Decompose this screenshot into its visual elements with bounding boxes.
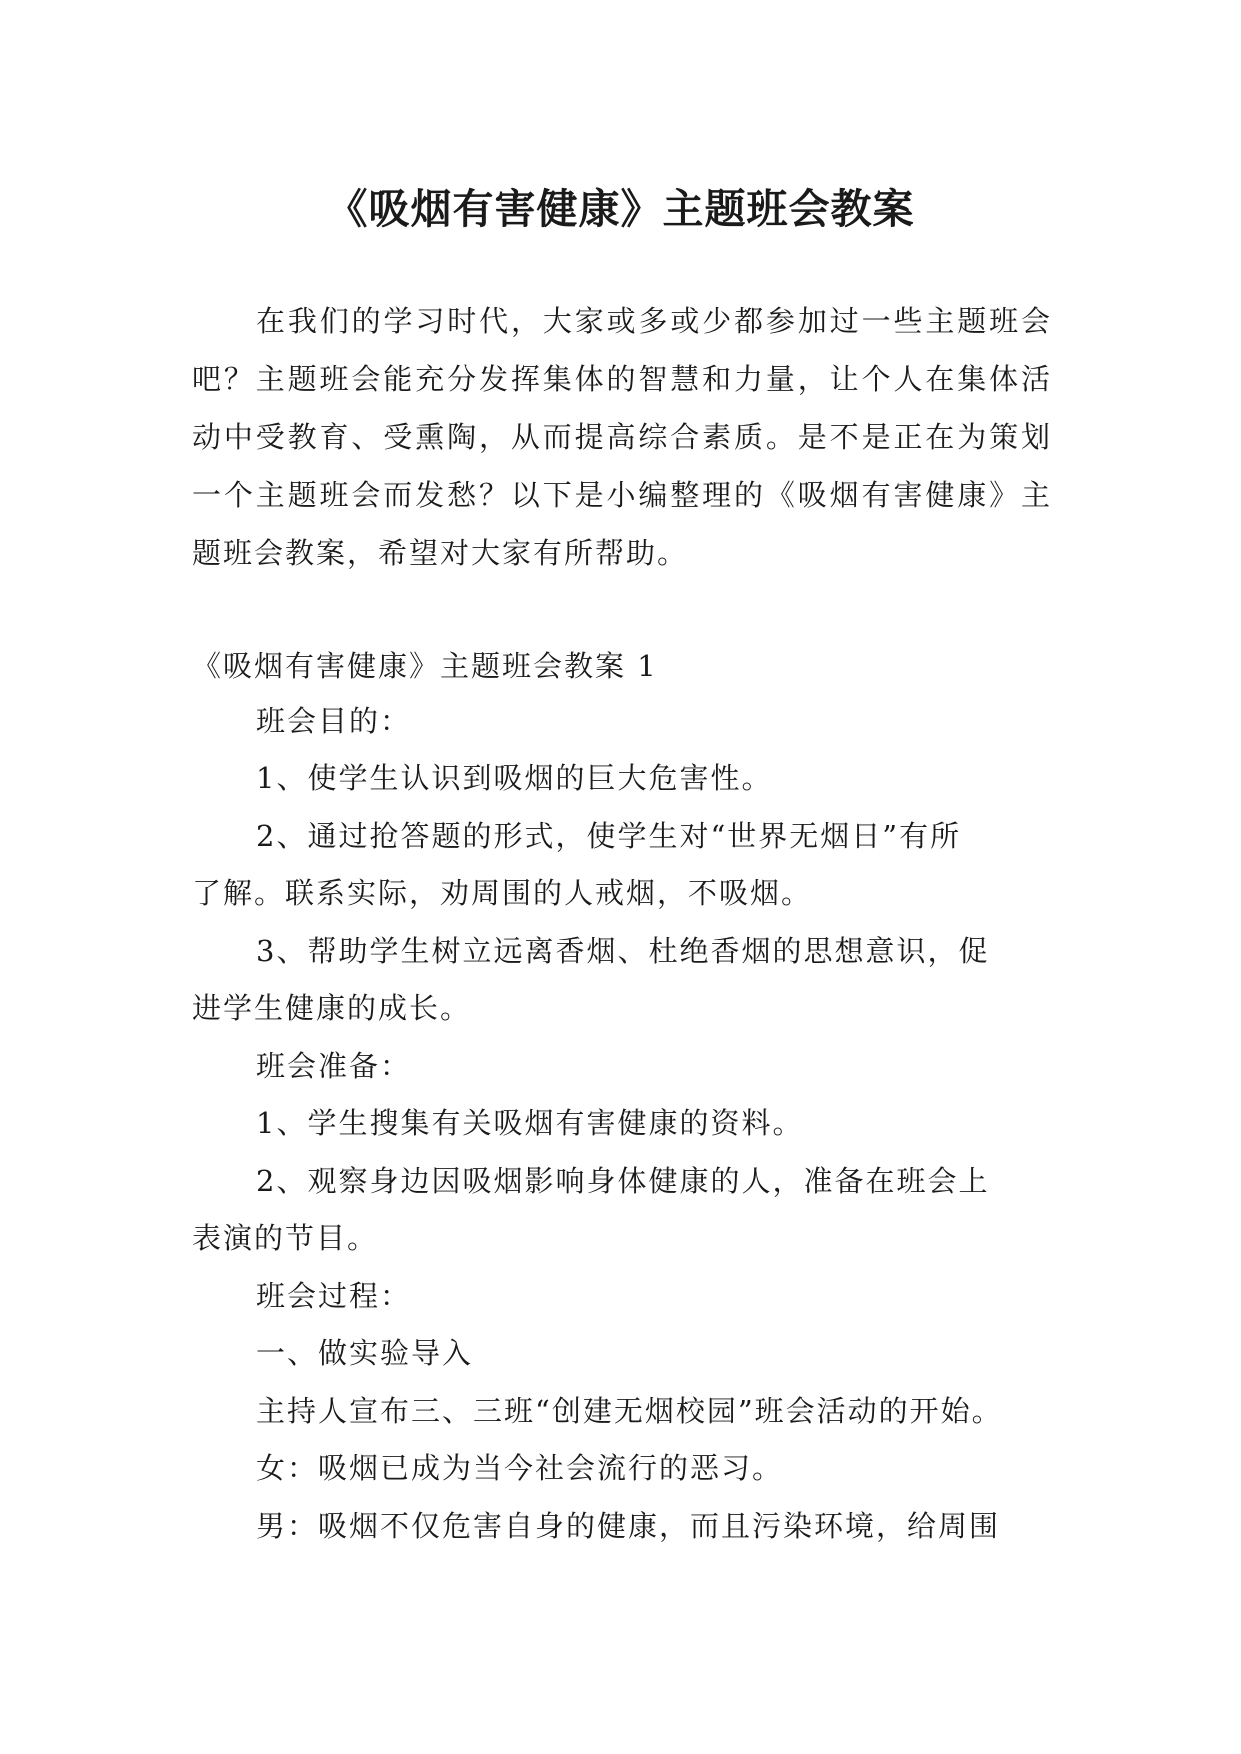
intro-paragraph: 在我们的学习时代，大家或多或少都参加过一些主题班会吧？主题班会能充分发挥集体的智慧和力量，让个人在集体活动中受教育、受熏陶，从而提高综合素质。是不是正在为策划一个主题班会而发愁？以下是小编整理的《吸烟有害健康》主题班会教案，希望对大家有所帮助。 <box>192 304 1052 570</box>
line-male-host: 男：吸烟不仅危害自身的健康，而且污染环境，给周围 <box>256 1509 1001 1543</box>
line-objective-heading: 班会目的： <box>256 704 412 738</box>
line-process-step-1: 一、做实验导入 <box>256 1336 474 1370</box>
line-host-announce: 主持人宣布三、三班“创建无烟校园”班会活动的开始。 <box>256 1394 1003 1428</box>
line-prep-2-cont: 表演的节目。 <box>192 1221 379 1255</box>
line-process-heading: 班会过程： <box>256 1279 412 1313</box>
line-objective-2: 2、通过抢答题的形式，使学生对“世界无烟日”有所 <box>256 819 962 853</box>
line-prep-2: 2、观察身边因吸烟影响身体健康的人，准备在班会上 <box>256 1164 990 1198</box>
line-objective-3-cont: 进学生健康的成长。 <box>192 991 472 1025</box>
line-prep-heading: 班会准备： <box>256 1049 412 1083</box>
line-objective-1: 1、使学生认识到吸烟的巨大危害性。 <box>256 761 773 795</box>
document-title: 《吸烟有害健康》主题班会教案 <box>326 185 915 234</box>
line-prep-1: 1、学生搜集有关吸烟有害健康的资料。 <box>256 1106 804 1140</box>
section-heading: 《吸烟有害健康》主题班会教案 1 <box>192 649 658 683</box>
line-female-host: 女：吸烟已成为当今社会流行的恶习。 <box>256 1451 784 1485</box>
line-objective-2-cont: 了解。联系实际，劝周围的人戒烟，不吸烟。 <box>192 876 813 910</box>
line-objective-3: 3、帮助学生树立远离香烟、杜绝香烟的思想意识，促 <box>256 934 990 968</box>
